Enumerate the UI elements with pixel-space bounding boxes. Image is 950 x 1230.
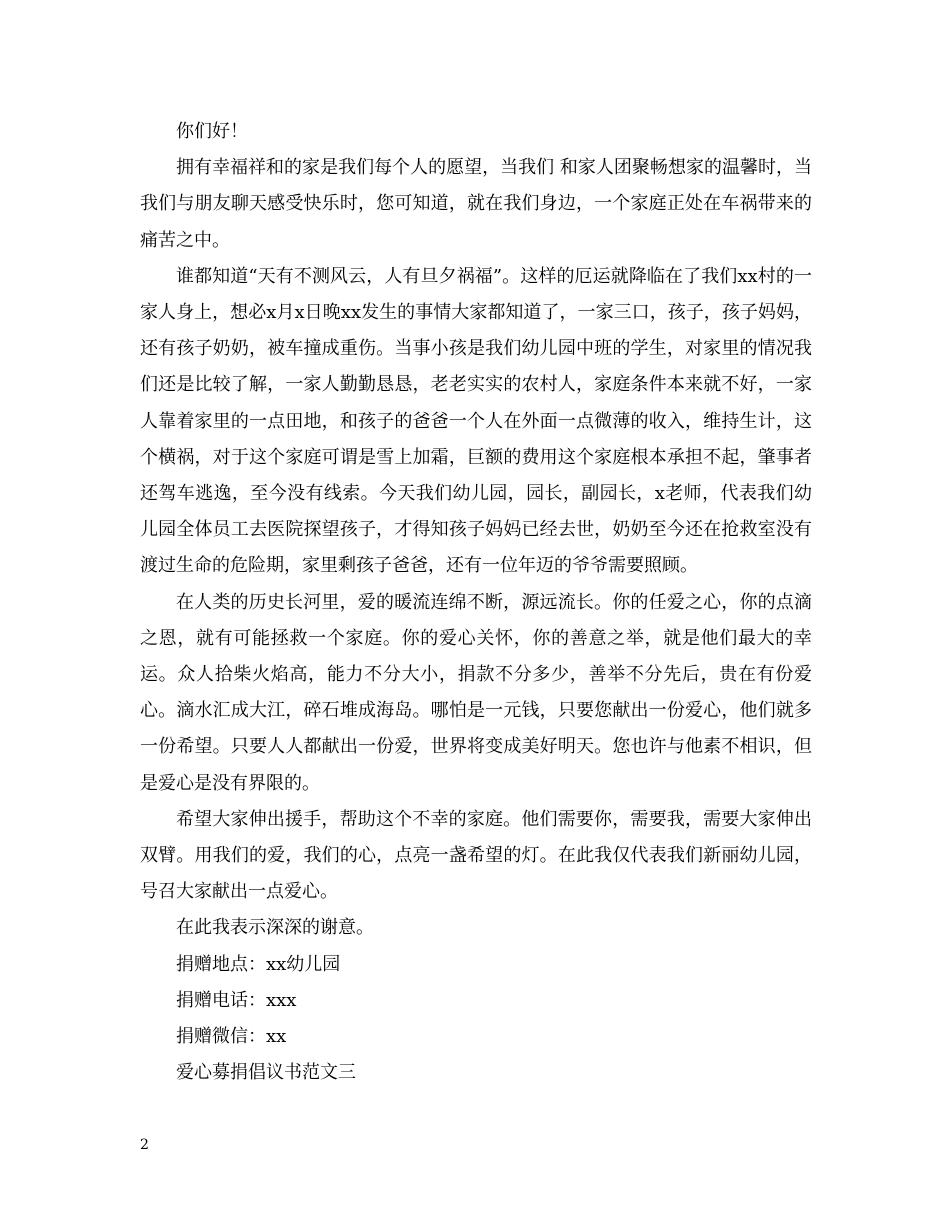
greeting-paragraph: 你们好！	[176, 121, 248, 142]
intro-paragraph: 拥有幸福祥和的家是我们每个人的愿望，当我们 和家人团聚畅想家的温馨时，当我们与朋友聊天感受快乐时，您可知道，就在我们身边，一个家庭正处在车祸带来的痛苦之中。	[140, 157, 812, 251]
document-body	[140, 114, 812, 1091]
story-paragraph: 谁都知道“天有不测风云，人有旦夕祸福”。这样的厄运就降临在了我们xx村的一家人身上，想必x月x日晚xx发生的事情大家都知道了，一家三口，孩子，孩子妈妈，还有孩子奶奶，被车撞成重伤。当事小孩是我们幼儿园中班的学生，对家里的情况我们还是比较了解，一家人勤勤恳恳，老老实实的农村人，家庭条件本来就不好，一家人靠着家里的一点田地，和孩子的爸爸一个人在外面一点微薄的收入，维持生计，这个横祸，对于这个家庭可谓是雪上加霜，巨额的费用这个家庭根本承担不起，肇事者还驾车逃逸，至今没有线索。今天我们幼儿园，园长，副园长，x老师，代表我们幼儿园全体员工去医院探望孩子，才得知孩子妈妈已经去世，奶奶至今还在抢救室没有渡过生命的危险期，家里剩孩子爸爸，还有一位年迈的爷爷需要照顾。	[140, 265, 812, 577]
donation-phone: 捐赠电话：xxx	[176, 989, 297, 1011]
appeal-paragraph: 在人类的历史长河里，爱的暖流连绵不断，源远流长。你的任爱之心，你的点滴之恩，就有可能拯救一个家庭。你的爱心关怀，你的善意之举，就是他们最大的幸运。众人拾柴火焰高，能力不分大小，捐款不分多少，善举不分先后，贵在有份爱心。滴水汇成大江，碎石堆成海岛。哪怕是一元钱，只要您献出一份爱心，他们就多一份希望。只要人人都献出一份爱，世界将变成美好明天。您也许与他素不相识，但是爱心是没有界限的。	[140, 591, 812, 794]
next-section-heading: 爱心募捐倡议书范文三	[176, 1062, 356, 1084]
page-number: 2	[140, 1137, 149, 1153]
donation-wechat: 捐赠微信：xx	[176, 1026, 287, 1048]
donation-location: 捐赠地点：xx幼儿园	[176, 953, 341, 975]
call-to-action-paragraph: 希望大家伸出援手，帮助这个不幸的家庭。他们需要你，需要我，需要大家伸出双臂。用我们的爱，我们的心，点亮一盏希望的灯。在此我仅代表我们新丽幼儿园，号召大家献出一点爱心。	[140, 808, 812, 903]
thanks-paragraph: 在此我表示深深的谢意。	[176, 917, 374, 939]
